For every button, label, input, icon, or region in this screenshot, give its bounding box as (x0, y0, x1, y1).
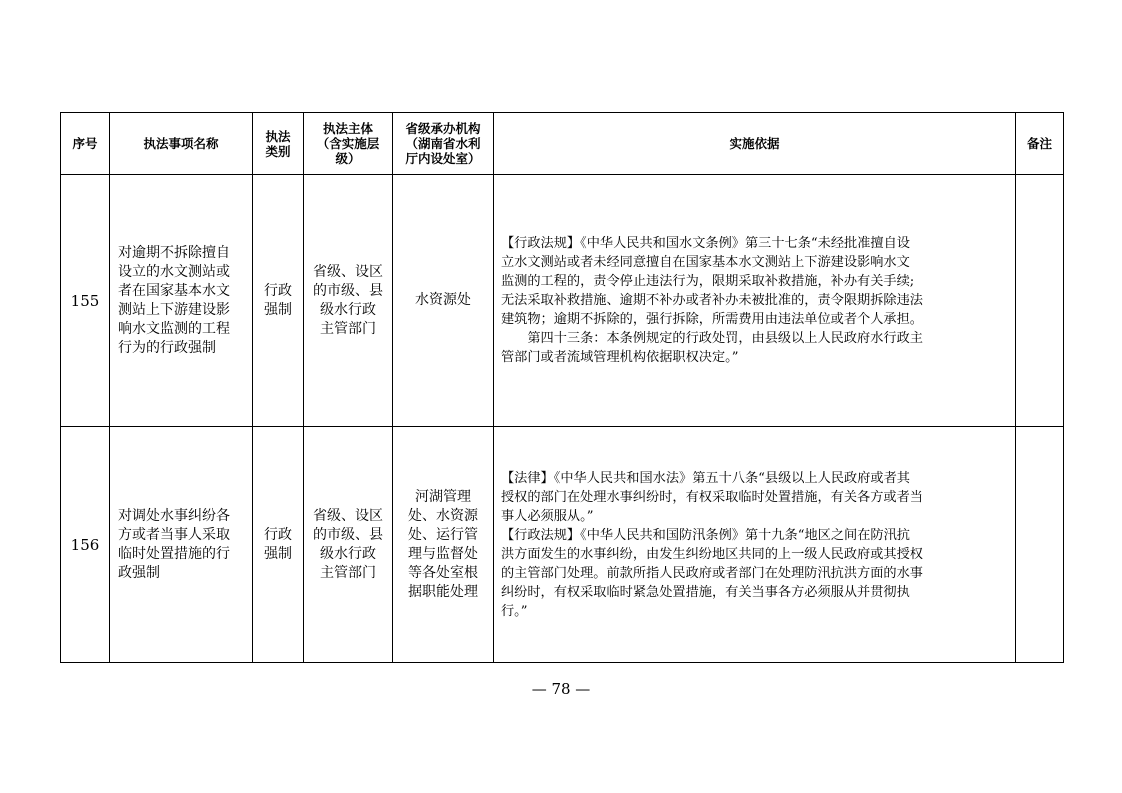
header-legal-basis: 实施依据 (494, 113, 1016, 175)
row-enforcement-subject: 省级、设区 的市级、县 级水行政 主管部门 (304, 427, 393, 663)
header-item-name: 执法事项名称 (110, 113, 253, 175)
row-legal-basis: 【法律】《中华人民共和国水法》第五十八条“县级以上人民政府或者其 授权的部门在处理水事纠纷时，有权采取临时处置措施，有关各方或者当 事人必须服从。” 【行政法规】《中华人民共和国防汛条例》第十九条“地区之间在防汛抗 洪方面发生的水事纠纷，由发生纠纷地区共同的上一级人民政府或其授权 的主管部门处理。前款所指人民政府或者部门在处理防汛抗洪方面的水事 纠纷时，有权采取临时紧急处置措施，有关当事各方必须服从并贯彻执 行。” (494, 427, 1016, 663)
row-handling-org: 河湖管理 处、水资源 处、运行管 理与监督处 等各处室根 据职能处理 (393, 427, 494, 663)
table-header-row (61, 113, 1064, 175)
row-enforcement-type: 行政 强制 (253, 427, 304, 663)
row-remark (1016, 175, 1064, 427)
row-serial-no: 155 (61, 175, 110, 427)
row-item-name: 对调处水事纠纷各 方或者当事人采取 临时处置措施的行 政强制 (110, 427, 253, 663)
row-handling-org: 水资源处 (393, 175, 494, 427)
enforcement-items-table (60, 112, 1064, 663)
header-remark: 备注 (1016, 113, 1064, 175)
row-serial-no: 156 (61, 427, 110, 663)
table-row (61, 427, 1064, 663)
page-number: — 78 — (531, 680, 591, 698)
header-handling-org: 省级承办机构 （湖南省水利 厅内设处室） (393, 113, 494, 175)
row-enforcement-type: 行政 强制 (253, 175, 304, 427)
row-remark (1016, 427, 1064, 663)
header-enforcement-subject: 执法主体 （含实施层 级） (304, 113, 393, 175)
row-enforcement-subject: 省级、设区 的市级、县 级水行政 主管部门 (304, 175, 393, 427)
row-item-name: 对逾期不拆除擅自 设立的水文测站或 者在国家基本水文 测站上下游建设影 响水文监测的工程 行为的行政强制 (110, 175, 253, 427)
table-row (61, 175, 1064, 427)
row-legal-basis: 【行政法规】《中华人民共和国水文条例》第三十七条“未经批准擅自设 立水文测站或者未经同意擅自在国家基本水文测站上下游建设影响水文 监测的工程的，责令停止违法行为，限期采取补救措施，补办有关手续; 无法采取补救措施、逾期不补办或者补办未被批准的，责令限期拆除违法 建筑物；逾期不拆除的，强行拆除，所需费用由违法单位或者个人承担。 第四十三条：本条例规定的行政处罚，由县级以上人民政府水行政主 管部门或者流域管理机构依据职权决定。” (494, 175, 1016, 427)
header-serial-no: 序号 (61, 113, 110, 175)
header-enforcement-type: 执法 类别 (253, 113, 304, 175)
